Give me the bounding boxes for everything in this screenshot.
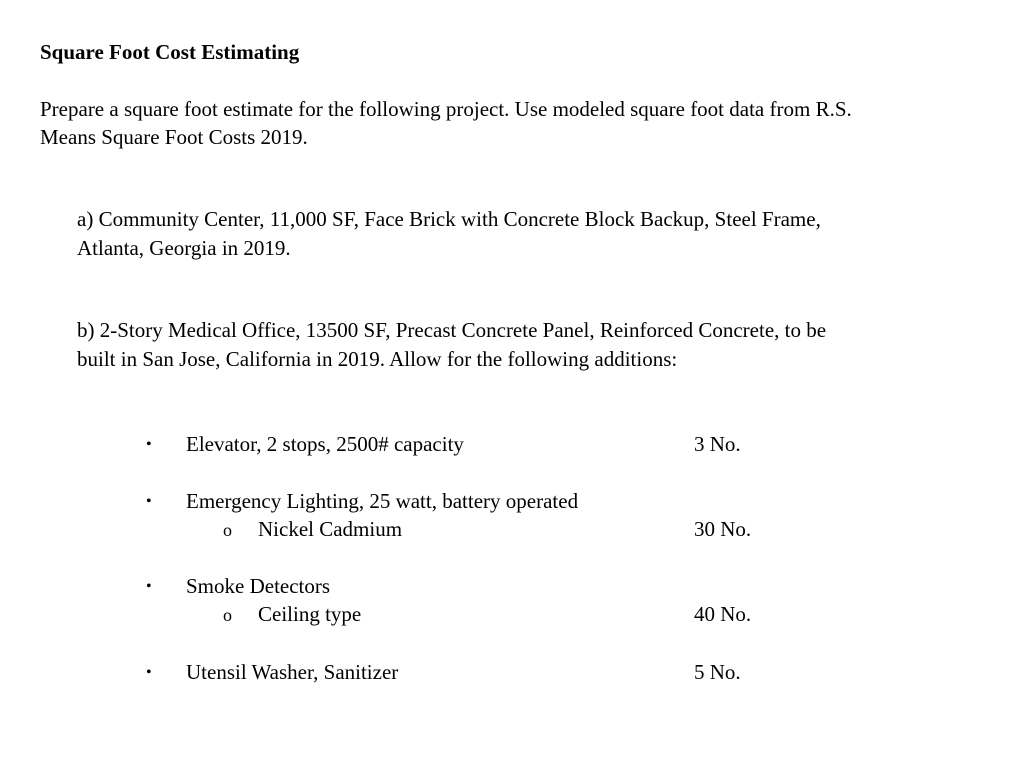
addition-sub-label: Ceiling type	[258, 602, 362, 626]
addition-quantity: 40 No.	[694, 602, 752, 626]
addition-sub-label: Nickel Cadmium	[258, 517, 403, 541]
addition-label: Elevator, 2 stops, 2500# capacity	[186, 432, 464, 456]
intro-line: Means Square Foot Costs 2019.	[40, 125, 308, 149]
addition-label: Utensil Washer, Sanitizer	[186, 660, 399, 684]
part-b-line: b) 2-Story Medical Office, 13500 SF, Precast Concrete Panel, Reinforced Concrete, to be	[77, 318, 827, 342]
part-a-paragraph	[77, 205, 977, 263]
addition-label: Smoke Detectors	[186, 574, 331, 598]
sub-bullet-icon: o	[223, 605, 232, 625]
addition-quantity: 3 No.	[694, 432, 741, 456]
bullet-icon: •	[146, 436, 152, 453]
addition-quantity: 30 No.	[694, 517, 752, 541]
addition-label: Emergency Lighting, 25 watt, battery operated	[186, 489, 579, 513]
bullet-icon: •	[146, 664, 152, 681]
part-a-line: Atlanta, Georgia in 2019.	[77, 236, 291, 260]
bullet-icon: •	[146, 493, 152, 510]
intro-paragraph	[40, 95, 1000, 151]
part-a-line: a) Community Center, 11,000 SF, Face Brick with Concrete Block Backup, Steel Frame,	[77, 207, 821, 231]
sub-bullet-icon: o	[223, 520, 232, 540]
addition-quantity: 5 No.	[694, 660, 741, 684]
part-b-line: built in San Jose, California in 2019. Allow for the following additions:	[77, 347, 678, 371]
intro-line: Prepare a square foot estimate for the following project. Use modeled square foot data from R.S.	[40, 97, 852, 121]
bullet-icon: •	[146, 578, 152, 595]
page-title: Square Foot Cost Estimating	[40, 40, 300, 64]
part-b-paragraph	[77, 316, 977, 374]
